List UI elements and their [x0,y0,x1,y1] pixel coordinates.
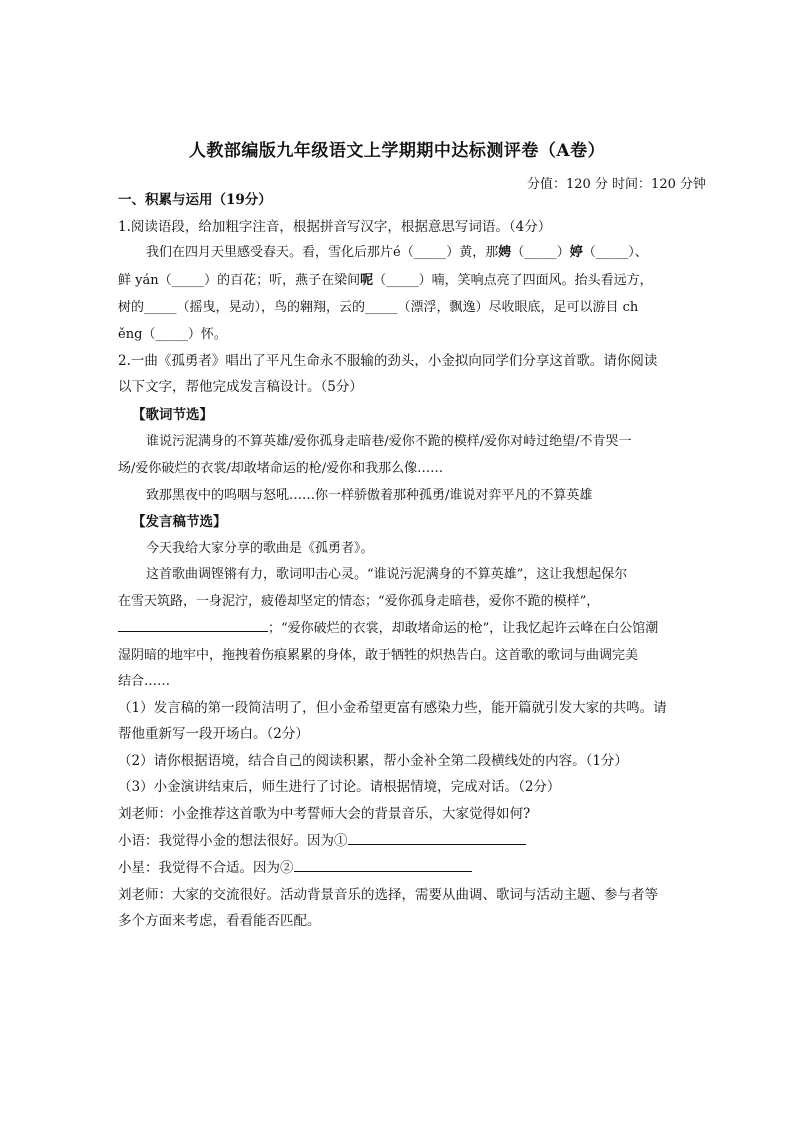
speech-line-6: 结合…… [118,674,171,689]
sub-question-3: （3）小金演讲结束后，师生进行了讨论。请根据情境，完成对话。（2分） [118,779,561,795]
page-title: 人教部编版九年级语文上学期期中达标测评卷（A卷） [188,141,606,161]
speech-line-4: ；“爱你破烂的衣裳，却敢堵命运的枪”，让我忆起许云峰在白公馆潮 [118,617,658,636]
question-1-stem: 1.阅读语段，给加粗字注音，根据拼音写汉字，根据意思写词语。（4分） [118,219,552,235]
dialogue-line-1: 刘老师：小金推荐这首歌为中考誓师大会的背景音乐，大家觉得如何? [118,806,531,822]
dialogue-line-5: 多个方面来考虑，看看能否匹配。 [118,913,321,929]
question-2-stem-1: 2.一曲《孤勇者》唱出了平凡生命永不服输的劲头，小金拟向同学们分享这首歌。请你阅读 [118,353,658,369]
lyrics-line-1: 谁说污泥满身的不算英雄/爱你孤身走暗巷/爱你不跪的模样/爱你对峙过绝望/不肯哭一 [146,434,632,449]
answer-blank-2[interactable] [294,859,472,872]
dialogue-line-2: 小语：我觉得小金的想法很好。因为① [118,829,526,849]
lyrics-line-2: 场/爱你破烂的衣裳/却敢堵命运的枪/爱你和我那么像…… [118,461,444,476]
lyrics-line-3: 致那黑夜中的呜咽与怒吼……你一样骄傲着那种孤勇/谁说对弈平凡的不算英雄 [146,488,593,503]
sub-question-1a: （1）发言稿的第一段简洁明了，但小金希望更富有感染力些，能开篇就引发大家的共鸣。请 [118,700,667,716]
speech-line-2: 这首歌曲调铿锵有力，歌词叩击心灵。“谁说污泥满身的不算英雄”，这让我想起保尔 [146,567,628,582]
q1-passage-line-3: 树的_____（摇曳，晃动），鸟的翱翔，云的_____（漂浮，飘逸）尽收眼底，足可以游目 ch [118,300,639,315]
sub-question-2: （2）请你根据语境，结合自己的阅读积累，帮小金补全第二段横线处的内容。（1分） [118,753,628,769]
score-time-info: 分值：120 分 时间：120 分钟 [526,177,706,192]
q1-passage-line-4: ěng（_____）怀。 [118,327,227,342]
speech-answer-blank[interactable] [118,619,268,632]
sub-question-1b: 帮他重新写一段开场白。（2分） [118,726,309,742]
dialogue-line-4: 刘老师：大家的交流很好。活动背景音乐的选择，需要从曲调、歌词与活动主题、参与者等 [118,887,658,903]
speech-line-1: 今天我给大家分享的歌曲是《孤勇者》。 [146,541,374,556]
answer-blank-1[interactable] [348,832,526,845]
speech-heading: 【发言稿节选】 [132,514,227,530]
q1-passage-line-2: 鲜 yán（_____）的百花；听，燕子在梁间呢（_____）喃，笑响点亮了四面风。抬头看远方， [118,273,653,288]
question-2-stem-2: 以下文字，帮他完成发言稿设计。（5分） [118,379,363,395]
dialogue-line-3: 小星：我觉得不合适。因为② [118,856,472,876]
q1-passage-line-1: 我们在四月天里感受春天。看，雪化后那片é（_____）黄，那娉（_____）婷（_____）、 [146,245,648,260]
speech-line-5: 湿阴暗的地牢中，拖拽着伤痕累累的身体，敢于牺牲的炽热告白。这首歌的歌词与曲调完美 [118,648,639,663]
speech-line-3: 在雪天筑路，一身泥泞，疲倦却坚定的情态；“爱你孤身走暗巷，爱你不跪的模样”， [118,594,600,609]
lyrics-heading: 【歌词节选】 [132,407,213,423]
section-heading: 一、积累与运用（19分） [118,192,272,208]
